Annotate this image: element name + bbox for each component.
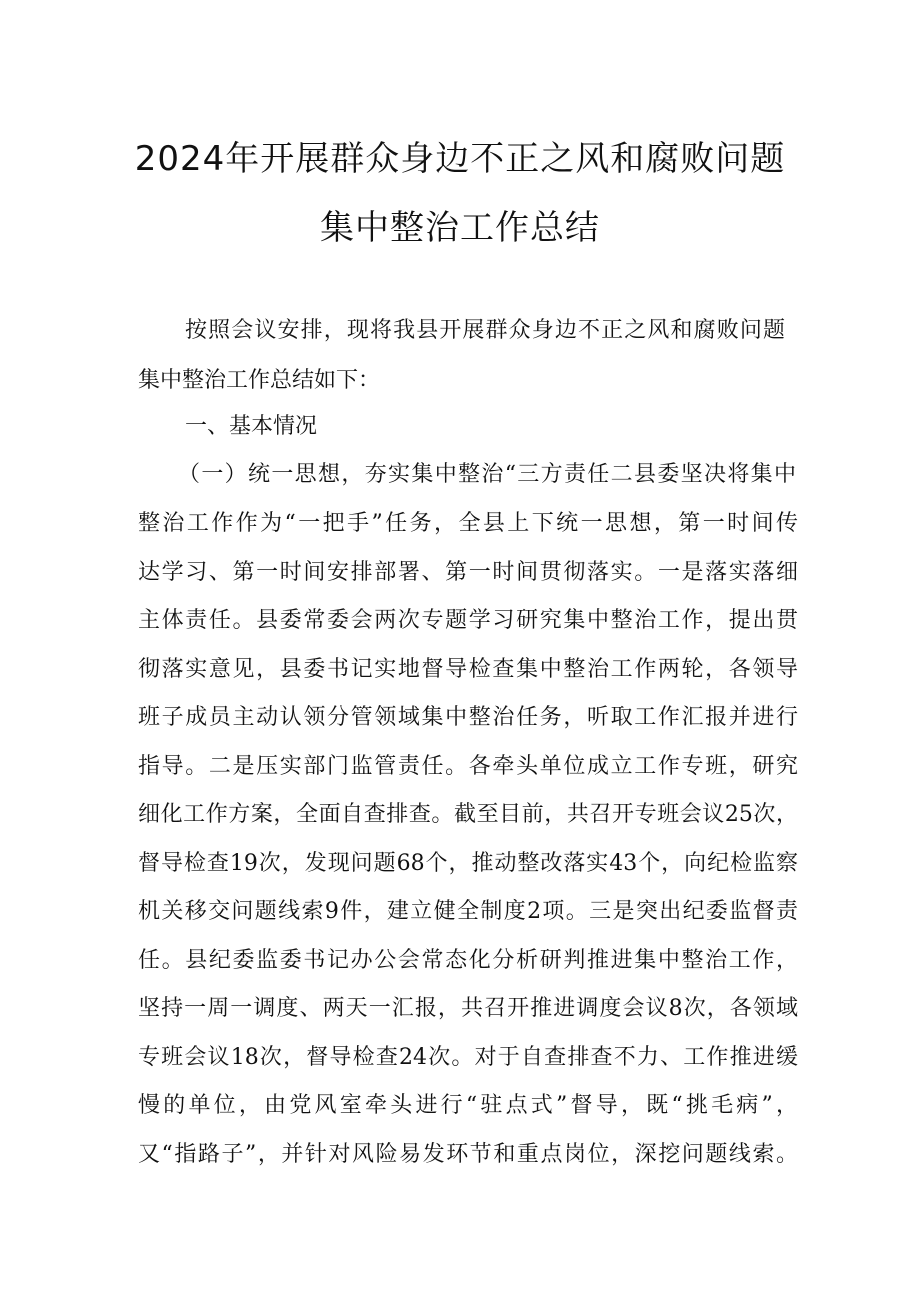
paragraph-line: 主体责任。县委常委会两次专题学习研究集中整治工作，提出贯 — [138, 608, 798, 633]
document-title-line-1: 2024年开展群众身边不正之风和腐败问题 — [134, 139, 786, 179]
paragraph-line: 集中整治工作总结如下： — [138, 368, 381, 393]
paragraph-line: 按照会议安排，现将我县开展群众身边不正之风和腐败问题 — [185, 318, 785, 343]
paragraph-line: 坚持一周一调度、两天一汇报，共召开推进调度会议8次，各领域 — [138, 996, 798, 1021]
paragraph-line: 达学习、第一时间安排部署、第一时间贯彻落实。一是落实落细 — [138, 560, 798, 585]
paragraph-line: 细化工作方案，全面自查排查。截至目前，共召开专班会议25次， — [138, 802, 798, 827]
paragraph-line: 督导检查19次，发现问题68个，推动整改落实43个，向纪检监察 — [138, 851, 798, 876]
paragraph-line: 机关移交问题线索9件，建立健全制度2项。三是突出纪委监督责 — [138, 899, 798, 924]
paragraph-line: 班子成员主动认领分管领域集中整治任务，听取工作汇报并进行 — [138, 705, 798, 730]
paragraph-line: 指导。二是压实部门监管责任。各牵头单位成立工作专班，研究 — [138, 754, 798, 779]
paragraph-line: 彻落实意见，县委书记实地督导检查集中整治工作两轮，各领导 — [138, 657, 798, 682]
subsection-line: （一）统一思想，夯实集中整治“三方责任二县委坚决将集中 — [178, 462, 796, 487]
paragraph-line: 任。县纪委监委书记办公会常态化分析研判推进集中整治工作， — [138, 948, 798, 973]
section-heading: 一、基本情况 — [185, 414, 318, 439]
paragraph-line: 又“指路子”，并针对风险易发环节和重点岗位，深挖问题线索。 — [138, 1142, 798, 1167]
paragraph-line: 整治工作作为“一把手”任务，全县上下统一思想，第一时间传 — [138, 511, 798, 536]
document-title-line-2: 集中整治工作总结 — [320, 208, 600, 248]
paragraph-line: 专班会议18次，督导检查24次。对于自查排查不力、工作推进缓 — [138, 1045, 798, 1070]
paragraph-line: 慢的单位，由党风室牵头进行“驻点式”督导，既“挑毛病”， — [138, 1093, 798, 1118]
